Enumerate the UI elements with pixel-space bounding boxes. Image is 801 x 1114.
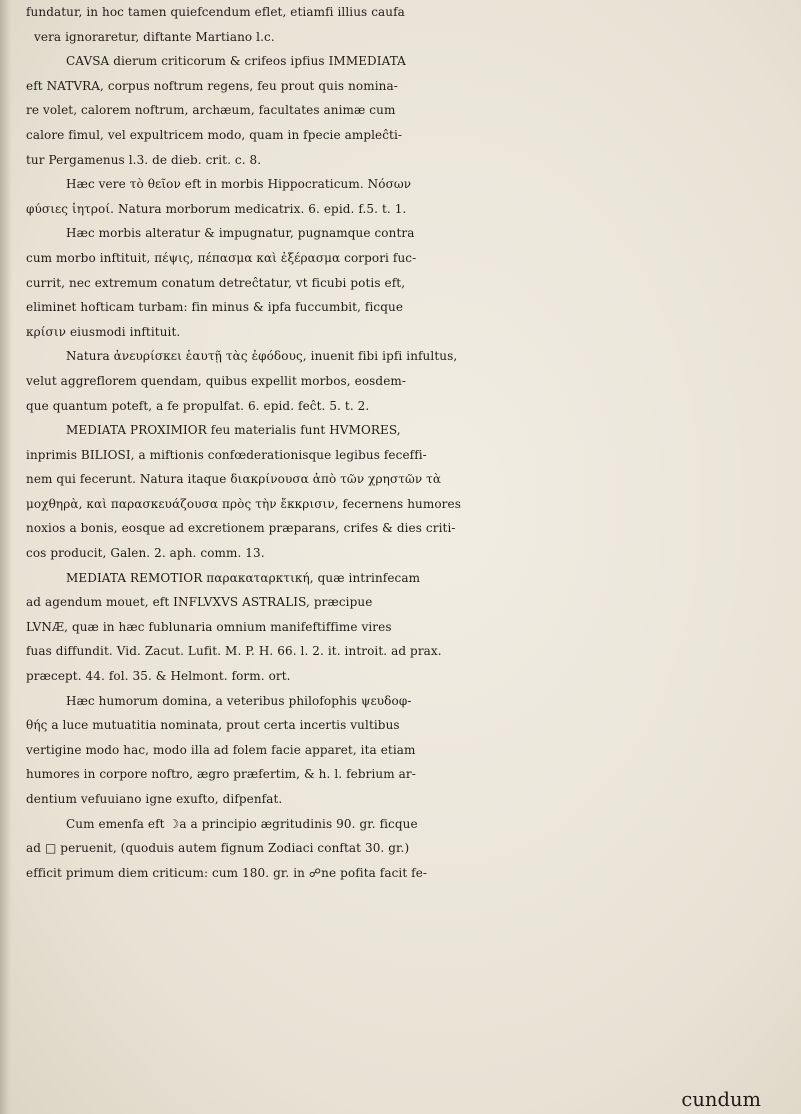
text-line: cos producit, Galen. 2. aph. comm. 13. [26, 546, 265, 561]
text-line: LVNÆ, quæ in hæc fublunaria omnium manifeftiffime vires [26, 619, 392, 634]
text-line: tur Pergamenus l.3. de dieb. crit. c. 8. [26, 152, 262, 167]
text-line: vera ignoraretur, diftante Martiano l.c. [34, 29, 275, 44]
text-line: humores in corpore noftro, ægro præfertim, & h. l. febrium ar- [26, 767, 416, 782]
text-line: ad agendum mouet, eft INFLVXVS ASTRALIS, præcipue [26, 595, 373, 610]
text-line: dentium vefuuiano igne exufto, difpenfat. [26, 792, 283, 806]
catchword: cundum [681, 1088, 761, 1111]
text-line: CAVSA dierum criticorum & crifeos ipfius IMMEDIATA [66, 54, 406, 69]
text-line: noxios a bonis, eosque ad excretionem præparans, crifes & dies criti- [26, 521, 456, 536]
text-line: Hæc vere τὸ θεῖον eft in morbis Hippocraticum. Νόσων [66, 177, 412, 192]
text-line: Natura ἀνευρίσκει ἑαυτῇ τὰς ἐφόδους, inuenit fibi ipfi infultus, [66, 349, 458, 364]
text-line: vertigine modo hac, modo illa ad folem facie apparet, ita etiam [26, 742, 416, 757]
text-line: re volet, calorem noftrum, archæum, facultates animæ cum [26, 103, 396, 118]
text-line: velut aggreflorem quendam, quibus expellit morbos, eosdem- [26, 373, 407, 388]
text-line: fundatur, in hoc tamen quiefcendum eflet, etiamfi illius caufa [26, 5, 405, 19]
body-text [26, 0, 786, 885]
text-line: MEDIATA REMOTIOR παρακαταρκτική, quæ intrinfecam [66, 570, 421, 585]
text-line: que quantum poteft, a fe propulfat. 6. epid. feĉt. 5. t. 2. [26, 398, 370, 413]
text-line: κρίσιν eiusmodi inftituit. [26, 324, 181, 339]
text-line: præcept. 44. fol. 35. & Helmont. form. ort. [26, 669, 291, 684]
text-line: MEDIATA PROXIMIOR feu materialis funt HVMORES, [66, 423, 401, 438]
text-line: cum morbo inftituit, πέψις, πέπασμα καὶ ἐξέρασμα corpori fuc- [26, 250, 417, 265]
text-line: Hæc humorum domina, a veteribus philofophis ψευδοφ- [66, 693, 412, 708]
text-line: θής a luce mutuatitia nominata, prout certa incertis vultibus [26, 718, 400, 733]
text-line: efficit primum diem criticum: cum 180. gr. in ☍ne pofita facit fe- [26, 865, 428, 880]
text-line: ad □ peruenit, (quoduis autem fignum Zodiaci conftat 30. gr.) [26, 841, 410, 856]
text-line: currit, nec extremum conatum detreĉtatur, vt ficubi potis eft, [26, 275, 406, 290]
text-line: φύσιες ἰητροί. Natura morborum medicatrix. 6. epid. f.5. t. 1. [26, 201, 407, 216]
binding-edge [0, 0, 12, 1114]
text-line: calore fimul, vel expultricem modo, quam in fpecie ampleĉti- [26, 127, 403, 142]
text-line: fuas diffundit. Vid. Zacut. Lufit. M. P. H. 66. l. 2. it. introit. ad prax. [26, 644, 442, 659]
text-line: Hæc morbis alteratur & impugnatur, pugnamque contra [66, 226, 415, 241]
text-line: Cum emenfa eft ☽a a principio ægritudinis 90. gr. ficque [66, 816, 418, 831]
text-line: nem qui fecerunt. Natura itaque διακρίνουσα ἀπὸ τῶν χρηστῶν τὰ [26, 472, 442, 487]
text-line: μοχθηρὰ, καὶ παρασκευάζουσα πρὸς τὴν ἔκκρισιν, fecernens humores [26, 496, 461, 511]
text-line: eft NATVRA, corpus noftrum regens, feu prout quis nomina- [26, 78, 398, 93]
text-line: eliminet hofticam turbam: fin minus & ipfa fuccumbit, ficque [26, 300, 404, 315]
text-line: inprimis BILIOSI, a miftionis confœderationisque legibus feceffi- [26, 447, 427, 462]
